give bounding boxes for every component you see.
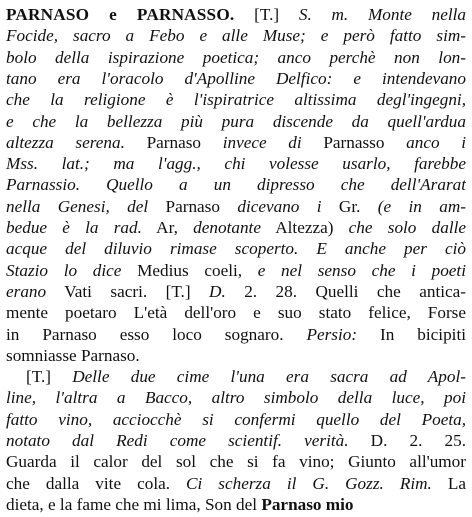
text-run: tano era l'oracolo d'Apolline Delfico: e intendevano [6,68,466,88]
text-line [6,366,466,388]
text-run: anco i [406,132,466,152]
text-run: notato dal Redi come scientif. verità. [6,431,349,450]
text-run: Persio: [283,324,381,344]
text-line [6,68,466,90]
text-line [6,89,466,111]
text-run: Gr. [321,196,378,216]
text-line [6,4,466,26]
text-run: somniasse Parnaso. [6,345,140,365]
text-line [6,281,466,303]
text-run: D. 2. 25. [348,431,466,450]
text-line [6,302,466,324]
text-run: Ci scherza il G. Gozz. Rim. [170,473,432,493]
text-line [6,47,466,69]
text-line [6,494,466,516]
text-line [6,451,466,473]
text-run: 2. 28. Quelli che antica- [225,281,466,301]
text-line [6,174,466,196]
headword: PARNASO e PARNASSO. [6,5,235,24]
text-line [6,387,466,409]
text-run: erano [6,281,47,301]
text-run: Ar, [141,218,194,237]
text-run: acque del diluvio rimase scoperto. E anche per ciò [6,239,466,259]
text-run: dicevano i [237,196,322,216]
text-run: dieta, e la fame che mi lima, Son del [6,494,258,514]
text-run: fatto vino, acciocchè si confermi quello del Poeta, [6,409,466,429]
text-run: in Parnaso esso loco sognaro. [6,324,284,344]
text-run: Vati sacri. [T.] [46,281,210,301]
text-run: Parnaso [148,196,238,216]
text-line [6,473,466,495]
text-run: che solo dalle [348,218,466,237]
text-run: che la religione è l'ispiratrice altissima degl'ingegni, [6,90,466,110]
text-line [6,324,466,346]
text-run: denotante [193,218,261,237]
text-run: La [431,473,466,493]
text-run: Medius coeli, [121,260,258,280]
text-run: Parnassio. Quello a un dipresso che dell'Ararat [6,175,466,195]
text-line [6,409,466,431]
text-run: line, l'altra a Bacco, altro simbolo della luce, poi [6,388,466,408]
text-run: mente poetaro L'età dell'oro e suo stato felice, Forse [6,303,466,323]
text-run: Stazio lo dice [6,260,122,280]
text-run: Focide, sacro a Febo e alle Muse; e però fatto sim- [6,26,466,46]
text-run: (e in am- [377,196,466,216]
text-run: In bicipiti [380,324,466,344]
text-line [6,25,466,47]
text-run: bolo della ispirazione poetica; anco perchè non lon- [6,47,466,67]
text-line [6,217,466,239]
text-run: che dalla vite cola. [6,473,171,493]
text-line [6,345,466,367]
text-run: Guarda il calor del sol che si fa vino; Giunto all'umor [6,452,466,472]
text-run: [T.] [234,5,299,24]
text-run: Altezza) [260,218,349,237]
text-run: e nel senso che i poeti [257,260,466,280]
text-run: Delle due cime l'una era sacra ad Apol- [72,367,466,387]
text-run: Parnaso mio [257,494,354,514]
text-run: bedue è la rad. [6,218,142,237]
text-run: invece di [222,132,302,152]
text-run: [T.] [26,367,73,387]
text-run: Mss. lat.; ma l'agg., chi volesse usarlo, farebbe [6,154,466,174]
text-line [6,111,466,133]
text-line [6,196,466,218]
text-run: Parnasso [301,132,407,152]
text-run: nella Genesi, del [6,196,149,216]
text-run: Parnaso [124,132,223,152]
text-run: D. [209,281,226,301]
text-line [6,430,466,452]
text-line [6,132,466,154]
text-line [6,260,466,282]
text-line [6,238,466,260]
text-line [6,153,466,175]
text-run: S. m. Monte nella [298,5,466,24]
text-run: altezza serena. [6,132,125,152]
text-run: e che la bellezza più pura discende da quell'ardua [6,111,466,131]
